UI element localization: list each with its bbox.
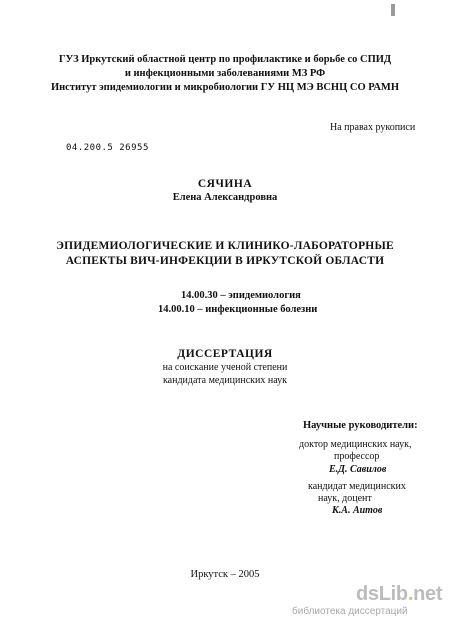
city-year: Иркутск – 2005 bbox=[190, 569, 260, 580]
header-line-1: ГУЗ Иркутский областной центр по профилактике и борьбе со СПИД bbox=[58, 54, 392, 65]
header-line-2: и инфекционными заболеваниями МЗ РФ bbox=[124, 68, 326, 79]
supervisor-2-rank: наук, доцент bbox=[318, 493, 372, 504]
supervisor-1-name: Е.Д. Савилов bbox=[329, 464, 387, 475]
supervisor-2-name: К.А. Аитов bbox=[332, 505, 383, 516]
supervisor-1-rank: профессор bbox=[334, 451, 380, 462]
supervisor-2-degree: кандидат медицинских bbox=[308, 481, 406, 492]
scan-artifact bbox=[391, 4, 395, 16]
supervisor-1-degree: доктор медицинских наук, bbox=[299, 439, 412, 450]
thesis-title-line-2: АСПЕКТЫ ВИЧ-ИНФЕКЦИИ В ИРКУТСКОЙ ОБЛАСТИ bbox=[65, 255, 385, 267]
dissertation-line-1: на соискание ученой степени bbox=[162, 362, 288, 373]
library-stamp: 04.200.5 26955 bbox=[66, 143, 149, 153]
dissertation-line-2: кандидата медицинских наук bbox=[162, 375, 288, 386]
supervisors-heading: Научные руководители: bbox=[303, 420, 418, 431]
dissertation-title: ДИССЕРТАЦИЯ bbox=[177, 348, 273, 360]
specialty-2: 14.00.10 – инфекционные болезни bbox=[158, 304, 318, 315]
author-surname: СЯЧИНА bbox=[197, 178, 253, 190]
rights-note: На правах рукописи bbox=[330, 122, 416, 133]
watermark-logo: dsLib.net bbox=[356, 583, 443, 605]
header-line-3: Институт эпидемиологии и микробиологии ГУ НЦ МЭ ВСНЦ СО РАМН bbox=[50, 82, 400, 93]
specialty-1: 14.00.30 – эпидемиология bbox=[181, 290, 301, 301]
thesis-title-line-1: ЭПИДЕМИОЛОГИЧЕСКИЕ И КЛИНИКО-ЛАБОРАТОРНЫЕ bbox=[56, 240, 394, 252]
author-name: Елена Александровна bbox=[172, 192, 278, 203]
watermark-subtitle: библиотека диссертаций bbox=[292, 606, 408, 617]
